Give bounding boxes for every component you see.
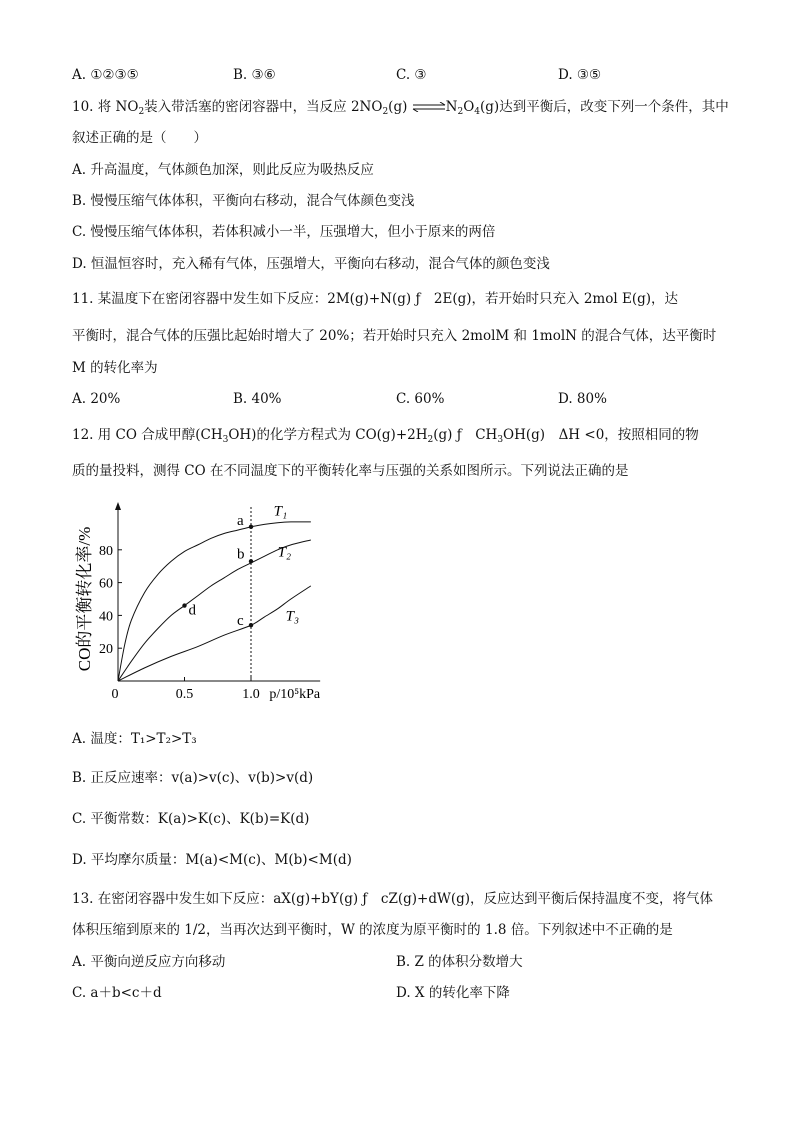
point-marker xyxy=(182,603,186,607)
q13-stem-line2: 体积压缩到原来的 1/2，当再次达到平衡时，W 的浓度为原平衡时的 1.8 倍。下列叙述中不正确的是 xyxy=(72,922,673,938)
q12-stem-line2: 质的量投料，测得 CO 在不同温度下的平衡转化率与压强的关系如图所示。下列说法正确的是 xyxy=(72,463,629,479)
series-line xyxy=(118,540,311,681)
y-tick-label: 80 xyxy=(99,543,113,559)
y-tick-label: 60 xyxy=(99,576,113,592)
point-label: b xyxy=(237,546,245,563)
q12-option-d: D. 平均摩尔质量：M(a)<M(c)、M(b)<M(d) xyxy=(72,852,352,868)
x-axis-label: p/10⁵kPa xyxy=(269,687,321,702)
q11-option-c: C. 60% xyxy=(396,391,445,407)
co-conversion-chart xyxy=(70,496,350,711)
series-label: T₂ xyxy=(277,544,292,561)
q11-stem-line3: M 的转化率为 xyxy=(72,360,158,376)
q13-stem-line1: 13. 在密闭容器中发生如下反应：aX(g)+bY(g) ƒ cZ(g)+dW(g)，反应达到平衡后保持温度不变，将气体 xyxy=(72,891,714,907)
y-axis-label: CO的平衡转化率/% xyxy=(75,526,94,672)
q10-option-a: A. 升高温度，气体颜色加深，则此反应为吸热反应 xyxy=(72,162,374,178)
q13-option-c: C. a＋b<c＋d xyxy=(72,985,162,1001)
q10-option-c: C. 慢慢压缩气体体积，若体积减小一半，压强增大，但小于原来的两倍 xyxy=(72,224,496,240)
series-line xyxy=(118,586,311,681)
q9-option-d: D. ③⑤ xyxy=(558,67,602,83)
x-tick-label: 0.5 xyxy=(175,687,194,702)
chart-axes xyxy=(115,502,320,681)
equilibrium-arrow-icon xyxy=(412,99,446,117)
q13-option-a: A. 平衡向逆反应方向移动 xyxy=(72,954,226,970)
point-marker xyxy=(249,525,253,529)
x-tick-label: 1.0 xyxy=(242,687,260,702)
point-label: c xyxy=(237,613,244,630)
series-label: T₃ xyxy=(285,608,300,625)
q9-option-a: A. ①②③⑤ xyxy=(72,67,139,83)
y-tick-label: 40 xyxy=(99,609,113,625)
q10-stem-line1: 10. 将 $NO_2$装入带活塞的密闭容器中，当反应 $2NO_2(g)$ $N_2O_4(g)$达到平衡后，改变下列一个条件，其中 xyxy=(72,99,729,117)
q10-stem-line2: 叙述正确的是（ ） xyxy=(72,130,207,146)
q11-option-a: A. 20% xyxy=(72,391,121,407)
q11-option-b: B. 40% xyxy=(233,391,282,407)
q12-option-c: C. 平衡常数：K(a)>K(c)、K(b)=K(d) xyxy=(72,811,310,827)
q11-option-d: D. 80% xyxy=(558,391,607,407)
q12-option-a: A. 温度：T₁>T₂>T₃ xyxy=(72,731,197,747)
q12-stem-line1: 12. 用 CO 合成甲醇$(CH_3OH)$的化学方程式为 $CO(g)+2H_2(g)$ ƒ $CH_3OH(g)$ ΔH <0，按照相同的物 xyxy=(72,427,699,445)
point-marker xyxy=(249,623,253,627)
point-marker xyxy=(249,559,253,563)
series-label: T₁ xyxy=(273,503,288,520)
q12-option-b: B. 正反应速率：v(a)>v(c)、v(b)>v(d) xyxy=(72,770,314,786)
chart-labels xyxy=(75,503,321,702)
x-tick-label: 0 xyxy=(111,687,119,702)
q13-option-b: B. Z 的体积分数增大 xyxy=(396,954,523,970)
q9-option-b: B. ③⑥ xyxy=(233,67,276,83)
point-label: a xyxy=(237,512,244,529)
point-label: d xyxy=(188,602,196,619)
q10-option-b: B. 慢慢压缩气体体积，平衡向右移动，混合气体颜色变浅 xyxy=(72,193,415,209)
q9-option-c: C. ③ xyxy=(396,67,427,83)
y-tick-label: 20 xyxy=(99,642,113,658)
q10-option-d: D. 恒温恒容时，充入稀有气体，压强增大，平衡向右移动，混合气体的颜色变浅 xyxy=(72,256,550,272)
q11-stem-line2: 平衡时，混合气体的压强比起始时增大了 20%；若开始时只充入 2molM 和 1molN 的混合气体，达平衡时 xyxy=(72,328,717,344)
y-axis-arrow xyxy=(115,502,121,510)
q13-option-d: D. X 的转化率下降 xyxy=(396,985,510,1001)
q11-stem-line1: 11. 某温度下在密闭容器中发生如下反应：2M(g)+N(g) ƒ 2E(g)，若开始时只充入 2mol E(g)，达 xyxy=(72,291,679,307)
